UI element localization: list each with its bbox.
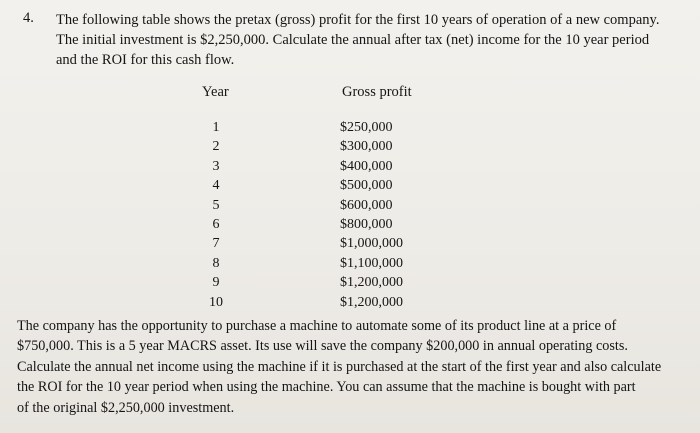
year-cell: 2: [212, 139, 220, 155]
body-line: of the original $2,250,000 investment.: [17, 399, 235, 416]
profit-cell: $500,000: [340, 178, 393, 194]
year-column-header: Year: [202, 84, 229, 100]
profit-cell: $250,000: [340, 120, 393, 135]
profit-cell: $800,000: [340, 216, 393, 232]
year-cell: 10: [209, 294, 223, 310]
profit-cell: $600,000: [340, 197, 393, 213]
profit-cell: $1,100,000: [340, 255, 403, 271]
profit-cell: $1,000,000: [340, 236, 403, 252]
intro-line: The following table shows the pretax (gross) profit for the first 10 years of operation of a new company.: [56, 12, 660, 28]
year-cell: 3: [212, 158, 220, 174]
body-line: Calculate the annual net income using the machine if it is purchased at the start of the first year and also calculate: [17, 358, 662, 375]
gross-profit-column: [340, 118, 420, 312]
gross-profit-table: [170, 84, 430, 310]
intro-line: The initial investment is $2,250,000. Calculate the annual after tax (net) income for the 10 year period: [56, 32, 650, 48]
year-cell: 7: [212, 236, 220, 252]
year-cell: 8: [212, 255, 220, 271]
question-body: [17, 316, 683, 418]
intro-line: and the ROI for this cash flow.: [56, 52, 235, 68]
year-cell: 5: [212, 197, 220, 213]
year-cell: 9: [212, 275, 220, 291]
year-cell: 1: [212, 120, 220, 135]
profit-cell: $1,200,000: [340, 275, 403, 291]
year-cell: 6: [212, 216, 220, 232]
body-line: the ROI for the 10 year period when using the machine. You can assume that the machine is bought with part: [17, 379, 636, 396]
question-number: 4.: [23, 10, 34, 26]
body-line: The company has the opportunity to purchase a machine to automate some of its product line at a price of: [17, 318, 617, 334]
profit-cell: $300,000: [340, 139, 393, 155]
year-cell: 4: [212, 178, 220, 194]
profit-cell: $400,000: [340, 158, 393, 174]
year-column: [196, 118, 236, 312]
profit-cell: $1,200,000: [340, 294, 403, 310]
body-line: $750,000. This is a 5 year MACRS asset. Its use will save the company $200,000 in annual operating costs.: [17, 338, 628, 355]
gross-profit-column-header: Gross profit: [342, 84, 412, 100]
question-intro: [56, 10, 676, 70]
